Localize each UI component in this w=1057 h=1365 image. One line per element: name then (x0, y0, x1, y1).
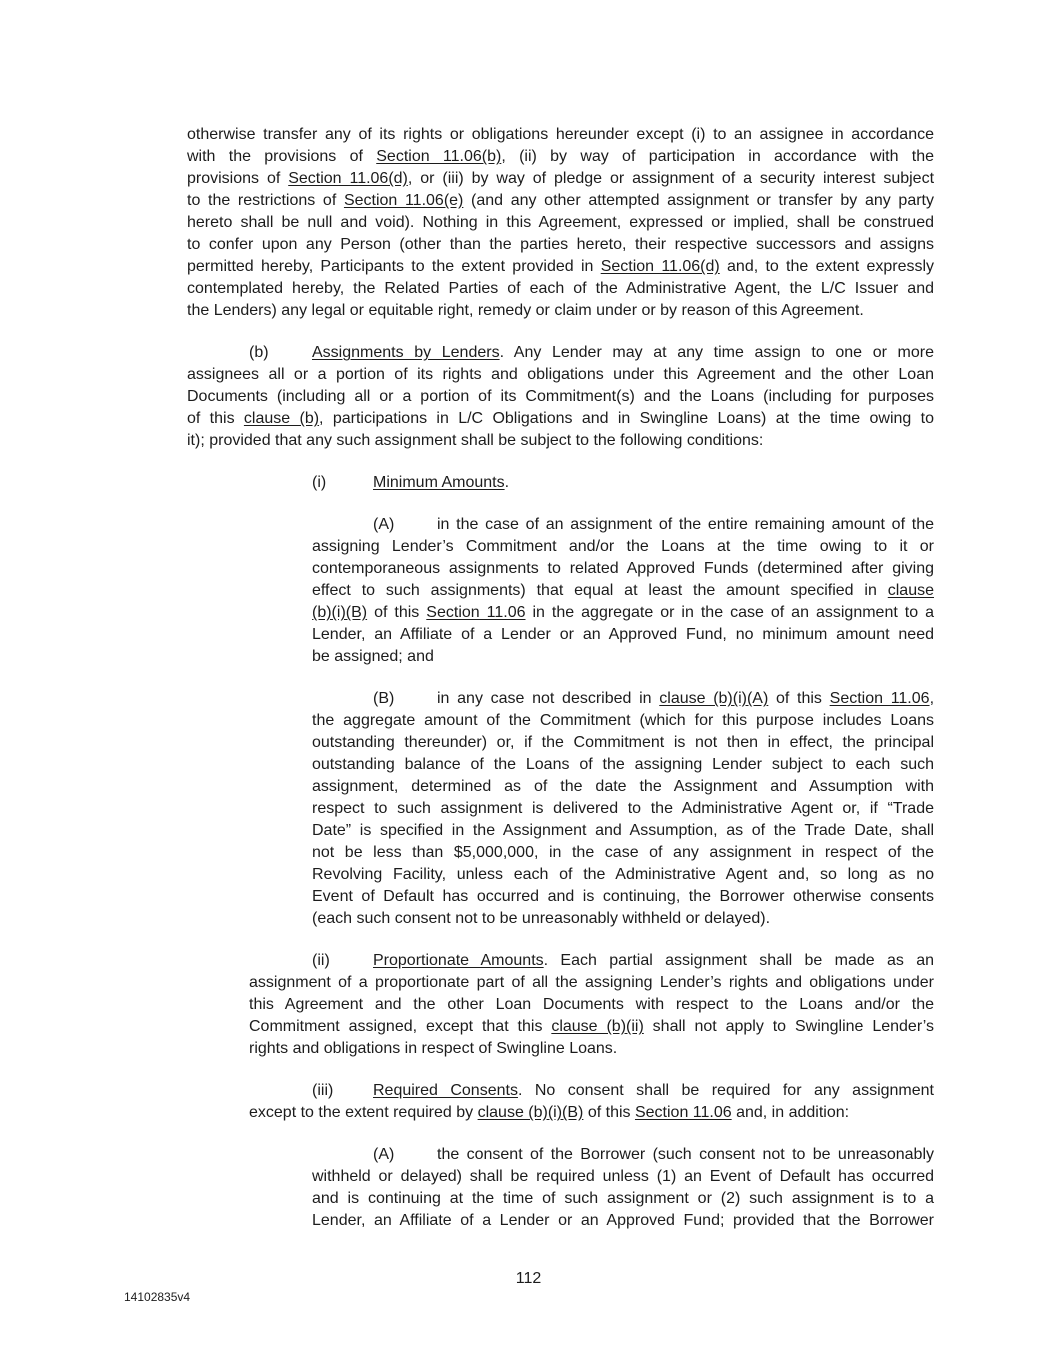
text-line (249, 1016, 934, 1038)
text-line (187, 146, 934, 168)
text-run: the Lenders) any legal or equitable right, remedy or claim under or by reason of this Agreement. (187, 302, 864, 319)
text-line (249, 342, 934, 364)
text-line (187, 364, 934, 386)
text-run: and is continuing at the time of such assignment or (2) such assignment is to a (312, 1190, 934, 1207)
clause-label: (ii) (312, 952, 330, 969)
text-line (312, 536, 934, 558)
text-run: (each such consent not to be unreasonably withheld or delayed). (312, 910, 771, 927)
text-run: . Any Lender may at any time assign to one or more (499, 344, 935, 361)
page-number: 112 (515, 1270, 542, 1287)
text-run: otherwise transfer any of its rights or obligations hereunder except (i) to an assignee in accordance (187, 126, 934, 143)
text-run: . Each partial assignment shall be made as an (543, 952, 935, 969)
text-run: not be less than $5,000,000, in the case of any assignment in respect of the (312, 844, 934, 861)
text-line (312, 1166, 934, 1188)
text-line (312, 624, 934, 646)
cross-reference: Minimum Amounts (373, 474, 505, 491)
text-line (249, 1102, 934, 1124)
text-run: in the case of an assignment of the entire remaining amount of the (437, 516, 934, 533)
text-line (187, 408, 934, 430)
document-id: 14102835v4 (124, 1290, 191, 1304)
text-line (249, 994, 934, 1016)
text-run: the consent of the Borrower (such consent not to be unreasonably (437, 1146, 934, 1163)
text-line (312, 776, 934, 798)
text-line (187, 430, 934, 452)
paragraph-continued-text (0, 124, 1057, 322)
clause-b-i-minimum-amounts (0, 472, 1057, 494)
text-run: in any case not described in (437, 690, 660, 707)
text-run: to the restrictions of (187, 192, 344, 209)
cross-reference: Required Consents (373, 1082, 518, 1099)
text-run: withheld or delayed) shall be required unless (1) an Event of Default has occurred (312, 1168, 934, 1185)
text-line (312, 710, 934, 732)
cross-reference: Section 11.06 (829, 690, 930, 707)
cross-reference: clause (b) (243, 410, 320, 427)
text-run: permitted hereby, Participants to the extent provided in (187, 258, 601, 275)
text-line (187, 234, 934, 256)
text-line (312, 798, 934, 820)
text-line (312, 886, 934, 908)
text-line (373, 1144, 934, 1166)
text-run: except to the extent required by (249, 1104, 478, 1121)
text-line (312, 732, 934, 754)
text-run: , or (iii) by way of pledge or assignment of a security interest subject (407, 170, 935, 187)
page-body (0, 124, 1057, 1252)
text-run: shall not apply to Swingline Lender’s (643, 1018, 935, 1035)
cross-reference: clause (b)(ii) (551, 1018, 644, 1035)
text-line (187, 386, 934, 408)
text-run: of this (187, 410, 244, 427)
text-run: assignment, determined as of the date the Assignment and Assumption with (312, 778, 934, 795)
text-run: Event of Default has occurred and is continuing, the Borrower otherwise consents (312, 888, 934, 905)
text-line (187, 190, 934, 212)
text-line (312, 472, 934, 494)
text-run: of this (583, 1104, 635, 1121)
text-line (312, 820, 934, 842)
text-run: of this (367, 604, 427, 621)
text-run: rights and obligations in respect of Swingline Loans. (249, 1040, 618, 1057)
text-line (312, 580, 934, 602)
text-line (312, 908, 934, 930)
text-run: the aggregate amount of the Commitment (which for this purpose includes Loans (312, 712, 934, 729)
text-line (312, 864, 934, 886)
cross-reference: clause (887, 582, 934, 599)
clause-b-iii-A (0, 1144, 1057, 1232)
clause-b-i-B (0, 688, 1057, 930)
cross-reference: (b)(i)(B) (312, 604, 368, 621)
clause-b-i-A (0, 514, 1057, 668)
text-run: it); provided that any such assignment shall be subject to the following conditions: (187, 432, 764, 449)
text-run: assignees all or a portion of its rights and obligations under this Agreement and the other Loan (187, 366, 934, 383)
text-run: assigning Lender’s Commitment and/or the Loans at the time owing to it or (312, 538, 934, 555)
text-run: . (504, 474, 510, 491)
text-run: (and any other attempted assignment or transfer by any party (463, 192, 935, 209)
text-line (312, 602, 934, 624)
text-run: Lender, an Affiliate of a Lender or an Approved Fund; provided that the Borrower (312, 1212, 934, 1229)
text-line (373, 514, 934, 536)
clause-b-iii-required-consents (0, 1080, 1057, 1124)
text-run: to confer upon any Person (other than the parties hereto, their respective successors and assigns (187, 236, 934, 253)
text-line (187, 278, 934, 300)
text-line (312, 1210, 934, 1232)
text-line (187, 124, 934, 146)
text-run: contemporaneous assignments to related Approved Funds (determined after giving (312, 560, 934, 577)
cross-reference: Section 11.06 (426, 604, 526, 621)
cross-reference: Proportionate Amounts (373, 952, 544, 969)
text-line (312, 558, 934, 580)
text-run: Commitment assigned, except that this (249, 1018, 552, 1035)
cross-reference: clause (b)(i)(A) (659, 690, 769, 707)
text-run: hereto shall be null and void). Nothing in this Agreement, expressed or implied, shall be construed (187, 214, 934, 231)
cross-reference: Assignments by Lenders (312, 344, 500, 361)
text-line (187, 212, 934, 234)
clause-label: (A) (373, 1146, 395, 1163)
text-run: effect to such assignments) that equal at least the amount specified in (312, 582, 888, 599)
text-run: this Agreement and the other Loan Documents with respect to the Loans and/or the (249, 996, 934, 1013)
text-line (187, 256, 934, 278)
text-line (187, 300, 934, 322)
text-run: , (ii) by way of participation in accordance with the (501, 148, 935, 165)
clause-label: (iii) (312, 1082, 334, 1099)
text-line (312, 754, 934, 776)
text-run: and, to the extent expressly (719, 258, 935, 275)
text-run: Lender, an Affiliate of a Lender or an Approved Fund, no minimum amount need (312, 626, 934, 643)
text-run: Documents (including all or a portion of its Commitment(s) and the Loans (including for purposes (187, 388, 934, 405)
text-run: assignment of a proportionate part of all the assigning Lender’s rights and obligations under (249, 974, 934, 991)
text-run: outstanding balance of the Loans of the assigning Lender subject to each such (312, 756, 934, 773)
clause-b-assignments-by-lenders (0, 342, 1057, 452)
text-run: with the provisions of (187, 148, 377, 165)
text-line (187, 168, 934, 190)
text-run: in the aggregate or in the case of an assignment to a (525, 604, 934, 621)
text-line (312, 950, 934, 972)
text-run: respect to such assignment is delivered to the Administrative Agent or, if “Trade (312, 800, 934, 817)
text-run: of this (768, 690, 830, 707)
text-line (312, 646, 934, 668)
text-run: , (929, 690, 935, 707)
text-line (249, 1038, 934, 1060)
text-line (312, 1188, 934, 1210)
cross-reference: Section 11.06(d) (288, 170, 408, 187)
text-line (312, 1080, 934, 1102)
clause-label: (b) (249, 344, 269, 361)
text-run: Revolving Facility, unless each of the Administrative Agent and, so long as no (312, 866, 934, 883)
cross-reference: Section 11.06 (634, 1104, 732, 1121)
text-line (312, 842, 934, 864)
cross-reference: Section 11.06(d) (600, 258, 720, 275)
cross-reference: Section 11.06(e) (343, 192, 464, 209)
clause-label: (B) (373, 690, 395, 707)
cross-reference: clause (b)(i)(B) (477, 1104, 584, 1121)
text-run: Date” is specified in the Assignment and Assumption, as of the Trade Date, shall (312, 822, 934, 839)
text-run: be assigned; and (312, 648, 434, 665)
text-run: contemplated hereby, the Related Parties of each of the Administrative Agent, the L/C Issuer and (187, 280, 934, 297)
text-run: provisions of (187, 170, 289, 187)
clause-b-ii-proportionate-amounts (0, 950, 1057, 1060)
text-run: . No consent shall be required for any assignment (517, 1082, 934, 1099)
clause-label: (i) (312, 474, 327, 491)
text-line (249, 972, 934, 994)
text-run: , participations in L/C Obligations and in Swingline Loans) at the time owing to (319, 410, 934, 427)
text-line (373, 688, 934, 710)
clause-label: (A) (373, 516, 395, 533)
cross-reference: Section 11.06(b) (376, 148, 502, 165)
text-run: outstanding thereunder) or, if the Commitment is not then in effect, the principal (312, 734, 934, 751)
text-run: and, in addition: (731, 1104, 850, 1121)
